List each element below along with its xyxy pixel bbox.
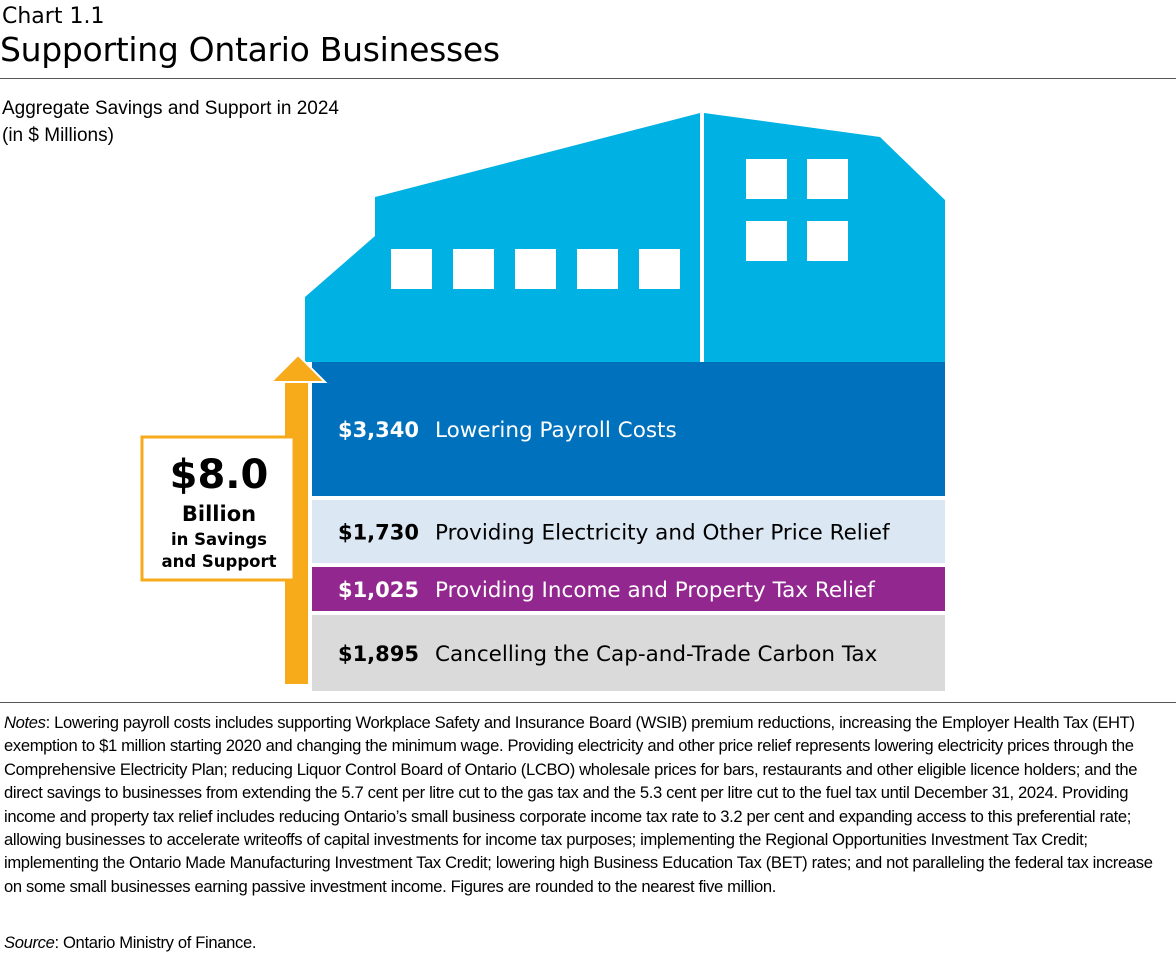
bar-segment (312, 615, 945, 691)
building-left-wing (305, 113, 700, 362)
bar-segment (312, 567, 945, 611)
data-label: $1,730 (337, 520, 419, 545)
stacked-bar (312, 362, 945, 691)
total-box (142, 437, 294, 580)
chart-source (4, 933, 256, 953)
series-label: Providing Income and Property Tax Relief (435, 578, 875, 603)
total-amount: $8.0 (169, 452, 269, 498)
notes-label: Notes (4, 713, 46, 732)
window (391, 249, 432, 289)
window (577, 249, 618, 289)
source-label: Source (4, 933, 55, 952)
series-label: Providing Electricity and Other Price Relief (435, 520, 890, 546)
window (515, 249, 556, 289)
chart-number: Chart 1.1 (2, 4, 105, 29)
building-illustration (305, 113, 945, 362)
total-unit: Billion (181, 502, 257, 526)
data-label: $1,025 (337, 578, 419, 602)
data-label: $1,895 (337, 642, 419, 666)
window (746, 221, 787, 261)
bar-segment (312, 362, 945, 496)
data-label: $3,340 (337, 418, 419, 442)
source-text: : Ontario Ministry of Finance. (54, 933, 257, 952)
window (807, 221, 848, 261)
total-caption-1: in Savings (171, 530, 267, 549)
series-label: Lowering Payroll Costs (435, 418, 677, 443)
window (746, 159, 787, 199)
bar-segment (312, 500, 945, 563)
chart-title: Supporting Ontario Businesses (0, 30, 500, 69)
notes-divider (0, 702, 1176, 703)
total-caption-2: and Support (161, 552, 277, 571)
window (453, 249, 494, 289)
notes-text: : Lowering payroll costs includes supporting Workplace Safety and Insurance Board (WSIB) premium reductions, increasing the Employer Health Tax (EHT) exemption to $1 million starting 2020 and changing the minimum wage. Providing electricity and other price relief represents lowering electricity prices through the Comprehensive Electricity Plan; reducing Liquor Control Board of Ontario (LCBO) wholesale prices for bars, restaurants and other eligible licence holders; and the direct savings to businesses from extending the 5.7 cent per litre cut to the gas tax and the 5.3 cent per litre cut to the fuel tax until December 31, 2024. Providing income and property tax relief includes reducing Ontario’s small business corporate income tax rate to 3.2 per cent and expanding access to this preferential rate; allowing businesses to accelerate writeoffs of capital investments for income tax purposes; implementing the Regional Opportunities Investment Tax Credit; implementing the Ontario Made Manufacturing Investment Tax Credit; lowering high Business Education Tax (BET) rates; and not paralleling the federal tax increase on some small businesses earning passive investment income. Figures are rounded to the nearest five million. (4, 713, 1153, 896)
subtitle-line-1: Aggregate Savings and Support in 2024 (2, 98, 339, 119)
series-label: Cancelling the Cap-and-Trade Carbon Tax (435, 642, 878, 667)
window (639, 249, 680, 289)
subtitle-unit: (in $ Millions) (2, 125, 114, 146)
chart-notes (4, 711, 1174, 898)
window (807, 159, 848, 199)
